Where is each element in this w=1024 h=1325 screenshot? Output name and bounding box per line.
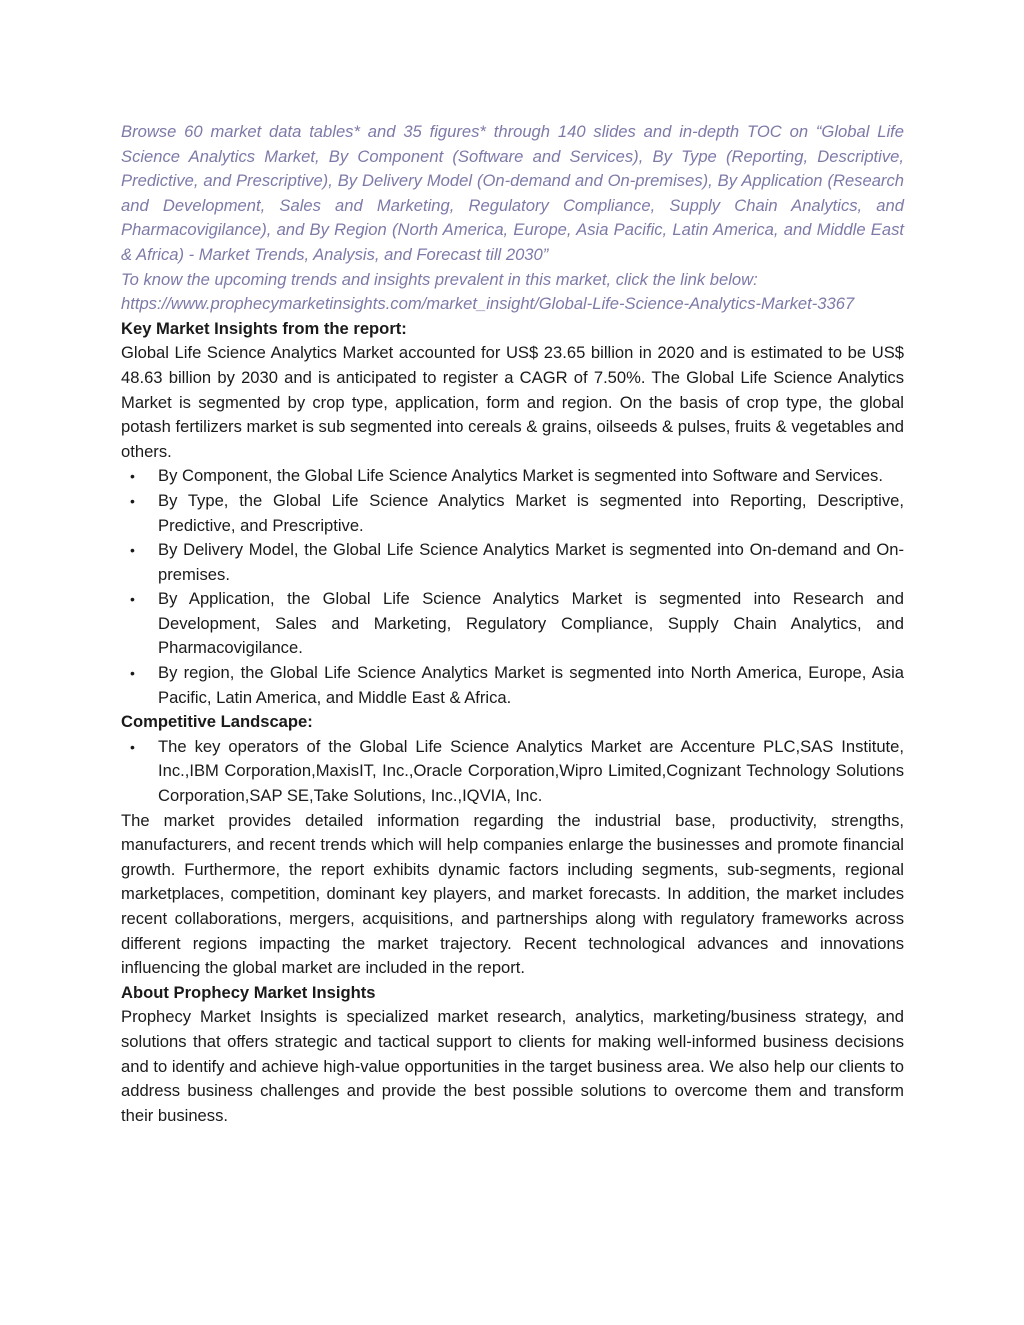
browse-intro: Browse 60 market data tables* and 35 figures* through 140 slides and in-depth TOC on “Global Life Science Analytics Market, By Component (Software and Services), By Type (Reporting, Descriptive, Predictive, and Prescriptive), By Delivery Model (On-demand and On-premises), By Application (Research and Development, Sales and Marketing, Regulatory Compliance, Supply Chain Analytics, and Pharmacovigilance), and By Region (North America, Europe, Asia Pacific, Latin America, and Middle East & Africa) - Market Trends, Analysis, and Forecast till 2030” [121, 122, 904, 264]
list-item-text: By Delivery Model, the Global Life Science Analytics Market is segmented into On-demand and On-premises. [158, 540, 904, 584]
list-item [121, 587, 904, 661]
key-insights-paragraph: Global Life Science Analytics Market accounted for US$ 23.65 billion in 2020 and is estimated to be US$ 48.63 billion by 2030 and is anticipated to register a CAGR of 7.50%. The Global Life Science Analytics Market is segmented by crop type, application, form and region. On the basis of crop type, the global potash fertilizers market is sub segmented into cereals & grains, oilseeds & pulses, fruits & vegetables and others. [121, 343, 904, 461]
report-link[interactable]: https://www.prophecymarketinsights.com/market_insight/Global-Life-Science-Analytics-Market-3367 [121, 294, 855, 314]
key-insights-heading: Key Market Insights from the report: [121, 318, 407, 338]
about-heading: About Prophecy Market Insights [121, 982, 376, 1002]
list-item [121, 538, 904, 587]
document-page [121, 120, 904, 1128]
bullet-icon: • [130, 468, 135, 485]
bullet-icon: • [130, 591, 135, 608]
about-paragraph: Prophecy Market Insights is specialized market research, analytics, marketing/business strategy, and solutions that offers strategic and tactical support to clients for making well-informed business decisions and to identify and achieve high-value opportunities in the target business area. We also help our clients to address business challenges and provide the best possible solutions to overcome them and transform their business. [121, 1007, 904, 1125]
list-item-text: By Application, the Global Life Science Analytics Market is segmented into Research and Development, Sales and Marketing, Regulatory Compliance, Supply Chain Analytics, and Pharmacovigilance. [158, 589, 904, 658]
operators-list [121, 735, 904, 809]
competitive-heading: Competitive Landscape: [121, 712, 313, 732]
cta-text: To know the upcoming trends and insights prevalent in this market, click the link below: [121, 269, 758, 289]
list-item [121, 489, 904, 538]
segment-list [121, 464, 904, 710]
list-item-text: By Component, the Global Life Science Analytics Market is segmented into Software and Services. [158, 466, 883, 486]
competitive-paragraph: The market provides detailed information regarding the industrial base, productivity, strengths, manufacturers, and recent trends which will help companies enlarge the businesses and promote financial growth. Furthermore, the report exhibits dynamic factors including segments, sub-segments, regional marketplaces, competition, dominant key players, and market forecasts. In addition, the market includes recent collaborations, mergers, acquisitions, and partnerships along with regulatory frameworks across different regions impacting the market trajectory. Recent technological advances and innovations influencing the global market are included in the report. [121, 810, 904, 978]
list-item-text: The key operators of the Global Life Science Analytics Market are Accenture PLC,SAS Institute, Inc.,IBM Corporation,MaxisIT, Inc.,Oracle Corporation,Wipro Limited,Cognizant Technology Solutions Corporation,SAP SE,Take Solutions, Inc.,IQVIA, Inc. [158, 736, 904, 806]
list-item [121, 464, 904, 489]
list-item-text: By Type, the Global Life Science Analytics Market is segmented into Reporting, Descriptive, Predictive, and Prescriptive. [158, 490, 904, 535]
list-item [121, 661, 904, 710]
list-item [121, 735, 904, 809]
bullet-icon: • [130, 665, 135, 682]
list-item-text: By region, the Global Life Science Analytics Market is segmented into North America, Europe, Asia Pacific, Latin America, and Middle East & Africa. [158, 663, 904, 707]
bullet-icon: • [130, 542, 135, 559]
bullet-icon: • [130, 738, 135, 755]
bullet-icon: • [130, 492, 135, 509]
